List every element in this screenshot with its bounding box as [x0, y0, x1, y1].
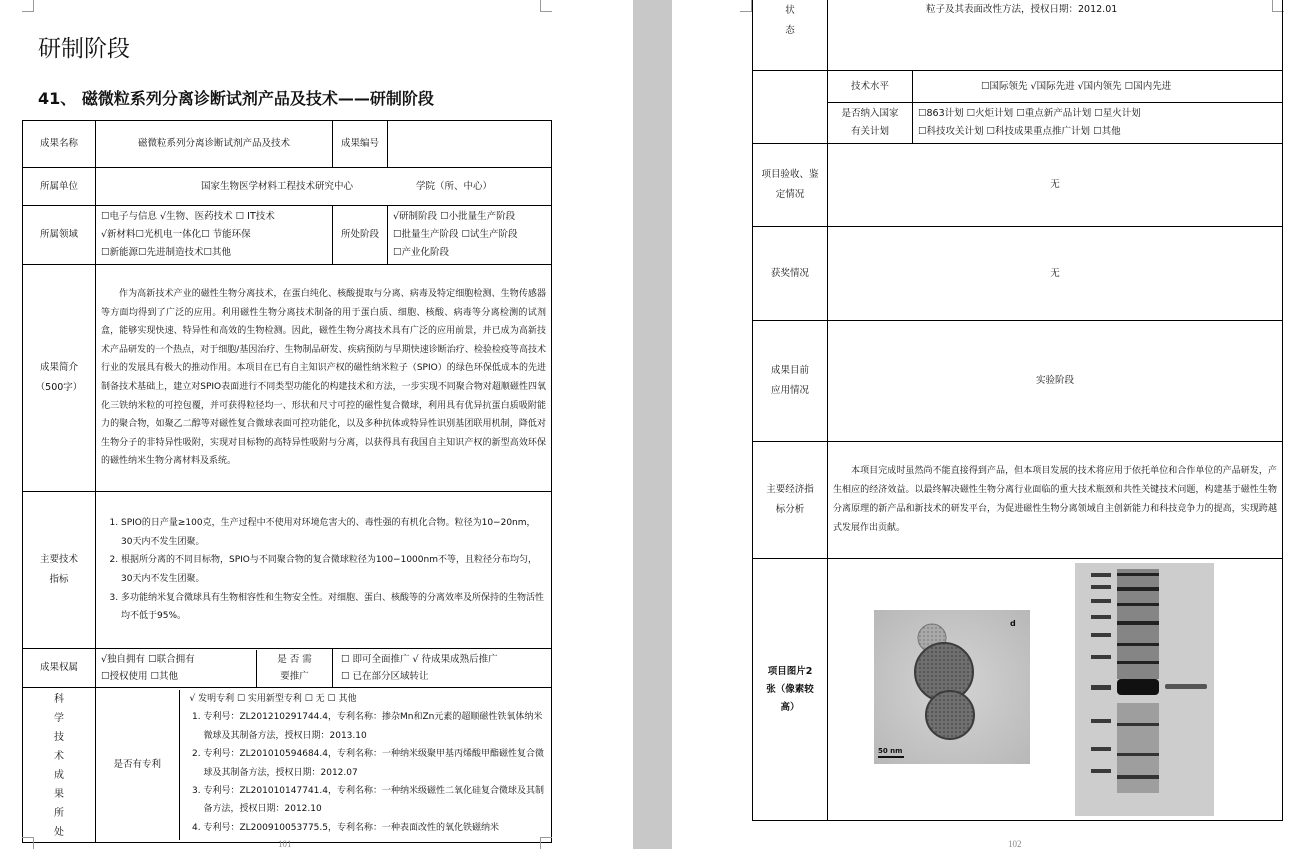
row-status	[753, 0, 1283, 71]
patent-side-label	[23, 688, 95, 842]
economic-text: 本项目完成时虽然尚不能直接得到产品，但本项目发展的技术将应用于依托单位和合作单位的产品研发，产生相应的经济效益。以最终解决磁性生物分离行业面临的重大技术瓶颈和共性关键技术问题，构建基于磁性生物分离原理的新产品和新技术的研发平台，为促进磁性生物分离领域自主创新能力和科技竞争力的提高，实现跨越式发展作出贡献。	[828, 442, 1283, 559]
label-national-plan	[828, 103, 913, 144]
row-application	[753, 321, 1283, 442]
label-application-b: 应用情况	[770, 385, 809, 396]
field-option-line: ☐电子与信息 √生物、医药技术 ☐ IT技术	[101, 211, 275, 222]
promotion-options	[333, 649, 552, 688]
scale-bar-label: 50 nm	[878, 747, 903, 755]
stage-option-line: √研制阶段 ☐小批量生产阶段	[393, 211, 516, 222]
label-acceptance	[753, 144, 828, 227]
row-unit	[23, 168, 552, 206]
label-status-a: 状	[785, 5, 795, 16]
label-economic-b: 标分析	[775, 504, 805, 515]
label-application-a: 成果目前	[770, 365, 809, 376]
rights-cell	[96, 649, 333, 688]
side-char: 技	[54, 732, 64, 743]
tem-micrograph-image	[874, 610, 1030, 764]
application-value: 实验阶段	[828, 321, 1283, 442]
label-status-b: 态	[785, 25, 795, 36]
indicators-list	[96, 492, 552, 649]
row-national-plan	[753, 103, 1283, 144]
value-field	[96, 206, 333, 265]
label-application	[753, 321, 828, 442]
row-indicators	[23, 492, 552, 649]
achievement-table	[22, 120, 552, 843]
side-char: 科	[54, 694, 64, 705]
indicator-item: 3. 多功能纳米复合微球具有生物相容性和生物安全性。对细胞、蛋白、核酸等的分离效率及所保持的生物活性均不低于95%。	[121, 589, 546, 626]
crop-mark	[540, 0, 552, 12]
label-rights: 成果权属	[23, 649, 96, 688]
label-economic	[753, 442, 828, 559]
label-indicators-a: 主要技术	[39, 554, 78, 565]
rights-option-line: ☐授权使用 ☐其他	[101, 671, 179, 682]
label-economic-a: 主要经济指	[766, 484, 814, 495]
page-number: 101	[278, 839, 292, 849]
row-tech-level	[753, 71, 1283, 103]
patent-type-options: √ 发明专利 ☐ 实用新型专利 ☐ 无 ☐ 其他	[189, 694, 357, 704]
label-name: 成果名称	[23, 121, 96, 168]
side-char: 成	[54, 770, 64, 781]
patent-item: 4. 专利号：ZL200910053775.5，专利名称：一种表面改性的氧化铁磁纳米	[204, 819, 548, 837]
label-awards: 获奖情况	[753, 227, 828, 321]
label-unit: 所属单位	[23, 168, 96, 206]
side-char: 果	[54, 789, 64, 800]
crop-mark	[540, 837, 552, 849]
page-number: 102	[1008, 839, 1022, 849]
label-pictures-a: 项目图片2	[767, 665, 813, 677]
label-number: 成果编号	[333, 121, 388, 168]
value-name: 磁微粒系列分离诊断试剂产品及技术	[96, 121, 333, 168]
stage-option-line: ☐批量生产阶段 ☐试生产阶段	[393, 229, 518, 240]
row-economic	[753, 442, 1283, 559]
side-char: 所	[54, 808, 64, 819]
label-acceptance-b: 定情况	[775, 189, 805, 200]
label-intro	[23, 265, 96, 492]
label-stage: 所处阶段	[333, 206, 388, 265]
value-stage	[388, 206, 552, 265]
item-title: 41、 磁微粒系列分离诊断试剂产品及技术——研制阶段	[38, 89, 434, 108]
label-pictures-b: 张（像素较	[766, 683, 814, 695]
stage-option-line: ☐产业化阶段	[393, 247, 450, 258]
value-number	[388, 121, 552, 168]
unit-name: 国家生物医学材料工程技术研究中心	[200, 180, 353, 192]
label-promotion-a: 是 否 需	[277, 654, 312, 665]
rights-options	[96, 650, 257, 687]
patent-item: 3. 专利号：ZL201010147741.4，专利名称：一种纳米级磁性二氧化硅复合微球及其制备方法，授权日期：2012.10	[204, 782, 548, 819]
label-national-plan-a: 是否纳入国家	[841, 108, 899, 119]
crop-mark	[740, 0, 752, 12]
blank-cell	[753, 71, 828, 103]
label-acceptance-a: 项目验收、鉴	[761, 169, 819, 180]
national-plan-line: ☐科技攻关计划 ☐科技成果重点推广计划 ☐其他	[918, 126, 1121, 137]
label-pictures-c: 高）	[780, 701, 800, 713]
rights-inner	[96, 650, 332, 687]
intro-text: 作为高新技术产业的磁性生物分离技术，在蛋白纯化、核酸提取与分离、病毒及特定细胞检测、生物传感器等方面均得到了广泛的应用。利用磁性生物分离技术制备的用于蛋白质、细胞、核酸、病毒等分离检测的试剂盒，能够实现快速、特异性和高效的生物检测。因此，磁性生物分离技术具有广泛的应用前景，并已成为高新技术产品研发的一个热点，对于细胞/基因治疗、生物制品研发、疾病预防与早期快速诊断治疗、检验检疫等高技术行业的发展具有极大的推动作用。本项目在已有自主知识产权的磁性纳米粒子（SPIO）的绿色环保低成本的先进制备技术基础上，建立对SPIO表面进行不同类型功能化的构建技术和方法，一步实现不同聚合物对超顺磁性四氧化三铁纳米粒的可控包覆，并可获得粒径均一、形状和尺寸可控的磁性复合微球，利用具有优异抗蛋白质吸附能力的聚合物，如聚乙二醇等对磁性复合微球表面可控功能化，以及多种抗体或特异性识别基团联用机制，降低对生物分子的非特异性吸附，实现对目标物的高特异性吸附与分离，以获得具有我国自主知识产权的新型高效环保的磁性纳米生物分离材料及系统。	[96, 265, 552, 492]
field-option-line: √新材料☐光机电一体化☐ 节能环保	[101, 229, 251, 240]
value-unit	[96, 168, 552, 206]
promotion-option-line: ☐ 已在部分区域转让	[341, 671, 429, 682]
national-plan-options	[913, 103, 1283, 144]
side-char: 处	[54, 827, 64, 838]
patent-list	[179, 690, 551, 840]
row-awards	[753, 227, 1283, 321]
row-field	[23, 206, 552, 265]
acceptance-value: 无	[828, 144, 1283, 227]
blank-cell	[753, 103, 828, 144]
patent-side	[23, 688, 96, 843]
crop-mark	[22, 837, 34, 849]
patent-item: 2. 专利号：ZL201010594684.4，专利名称：一种纳米级聚甲基丙烯酸甲酯磁性复合微球及其制备方法，授权日期：2012.07	[204, 745, 548, 782]
tem-micrograph-graphic	[874, 610, 1030, 764]
document-page-left	[0, 0, 633, 849]
national-plan-line: ☐863计划 ☐火炬计划 ☐重点新产品计划 ☐星火计划	[918, 108, 1141, 119]
unit-college: 学院（所、中心）	[416, 180, 493, 192]
rights-option-line: √独自拥有 ☐联合拥有	[101, 654, 195, 665]
crop-mark	[22, 0, 34, 12]
label-intro-a: 成果简介	[39, 362, 78, 373]
panel-label: d	[1010, 619, 1016, 628]
promotion-option-line: ☐ 即可全面推广 √ 待成果成熟后推广	[341, 654, 498, 665]
sample-lane	[1117, 569, 1159, 793]
purified-lane	[1165, 684, 1207, 689]
label-patent: 是否有专利	[96, 690, 179, 840]
section-title: 研制阶段	[38, 36, 130, 62]
tech-level-options: ☐国际领先 √国际先进 √国内领先 ☐国内先进	[913, 71, 1283, 103]
label-promotion	[257, 650, 333, 687]
side-char: 术	[54, 751, 64, 762]
label-national-plan-b: 有关计划	[850, 126, 889, 137]
indicator-item: 1. SPIO的日产量≥100克，生产过程中不使用对环境危害大的、毒性强的有机化合物。粒径为10−20nm，30天内不发生团聚。	[121, 514, 546, 551]
label-promotion-b: 要推广	[280, 671, 309, 682]
row-acceptance	[753, 144, 1283, 227]
label-field: 所属领域	[23, 206, 96, 265]
gel-electrophoresis-image	[1075, 563, 1214, 816]
awards-value: 无	[828, 227, 1283, 321]
row-patent	[23, 688, 552, 843]
row-name	[23, 121, 552, 168]
row-intro	[23, 265, 552, 492]
indicator-item: 2. 根据所分离的不同目标物，SPIO与不同聚合物的复合微球粒径为100−1000nm不等，且粒径分布均匀，30天内不发生团聚。	[121, 551, 546, 588]
label-indicators-b: 指标	[49, 574, 69, 585]
row-rights	[23, 649, 552, 688]
label-status	[753, 0, 828, 71]
status-text: 粒子及其表面改性方法，授权日期：2012.01	[828, 0, 1283, 71]
patent-cell	[96, 688, 552, 843]
label-indicators	[23, 492, 96, 649]
patent-inner	[96, 690, 551, 840]
label-tech-level: 技术水平	[828, 71, 913, 103]
field-option-line: ☐新能源☐先进制造技术☐其他	[101, 247, 232, 258]
label-intro-b: （500字）	[35, 382, 83, 393]
gel-graphic	[1075, 563, 1214, 816]
label-pictures	[753, 559, 828, 821]
patent-item: 1. 专利号：ZL201210291744.4，专利名称：掺杂Mn和Zn元素的超顺磁性铁氧体纳米微球及其制备方法，授权日期：2013.10	[204, 708, 548, 745]
side-char: 学	[54, 713, 64, 724]
